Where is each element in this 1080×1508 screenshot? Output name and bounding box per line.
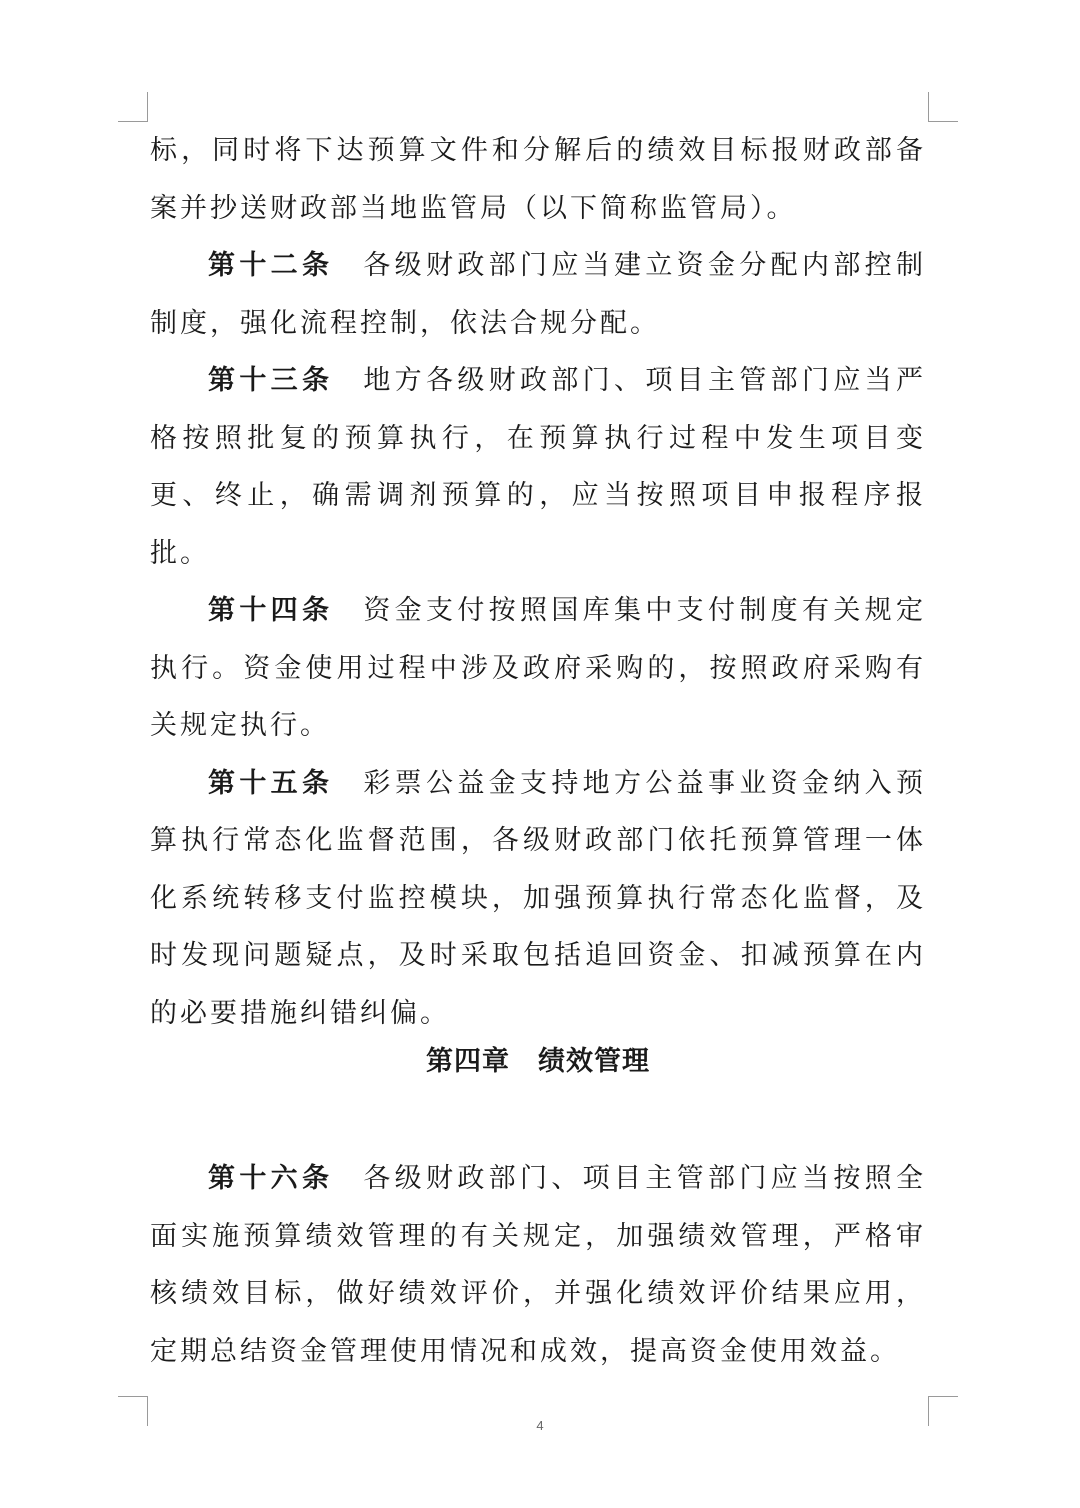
paragraph-text: 地方各级财政部门、项目主管部门应当严格按照批复的预算执行，在预算执行过程中发生项目变更、终止，确需调剂预算的，应当按照项目申报程序报批。 — [150, 365, 927, 569]
article-number: 第十五条 — [208, 767, 334, 799]
body-text-top — [150, 122, 926, 1042]
paragraph-text: 各级财政部门、项目主管部门应当按照全面实施预算绩效管理的有关规定，加强绩效管理，严格审核绩效目标，做好绩效评价，并强化绩效评价结果应用，定期总结资金管理使用情况和成效，提高资金使用效益。 — [150, 1163, 927, 1367]
crop-mark-top-left — [118, 92, 148, 122]
article-number: 第十二条 — [208, 250, 334, 281]
article-number: 第十六条 — [208, 1163, 334, 1194]
chapter-title: 绩效管理 — [538, 1046, 650, 1077]
paragraph-text: 资金支付按照国库集中支付制度有关规定执行。资金使用过程中涉及政府采购的，按照政府采购有关规定执行。 — [150, 595, 927, 741]
article-12 — [150, 237, 926, 352]
page-number: 4 — [536, 1418, 544, 1433]
paragraph-text: 彩票公益金支持地方公益事业资金纳入预算执行常态化监督范围，各级财政部门依托预算管理一体化系统转移支付监控模块，加强预算执行常态化监督，及时发现问题疑点，及时采取包括追回资金、扣减预算在内的必要措施纠错纠偏。 — [150, 767, 927, 1029]
paragraph-continuation — [150, 122, 926, 237]
article-number: 第十四条 — [208, 595, 334, 626]
article-14 — [150, 582, 926, 755]
paragraph-text: 标，同时将下达预算文件和分解后的绩效目标报财政部备案并抄送财政部当地监管局（以下简称监管局）。 — [150, 135, 926, 224]
chapter-number: 第四章 — [426, 1046, 510, 1077]
article-16 — [150, 1150, 926, 1380]
article-number: 第十三条 — [208, 365, 334, 396]
chapter-heading — [150, 1034, 926, 1090]
article-13 — [150, 352, 926, 582]
paragraph-text: 各级财政部门应当建立资金分配内部控制制度，强化流程控制，依法合规分配。 — [150, 250, 927, 339]
body-text-bottom — [150, 1150, 926, 1380]
crop-mark-top-right — [928, 92, 958, 122]
article-15 — [150, 755, 926, 1043]
